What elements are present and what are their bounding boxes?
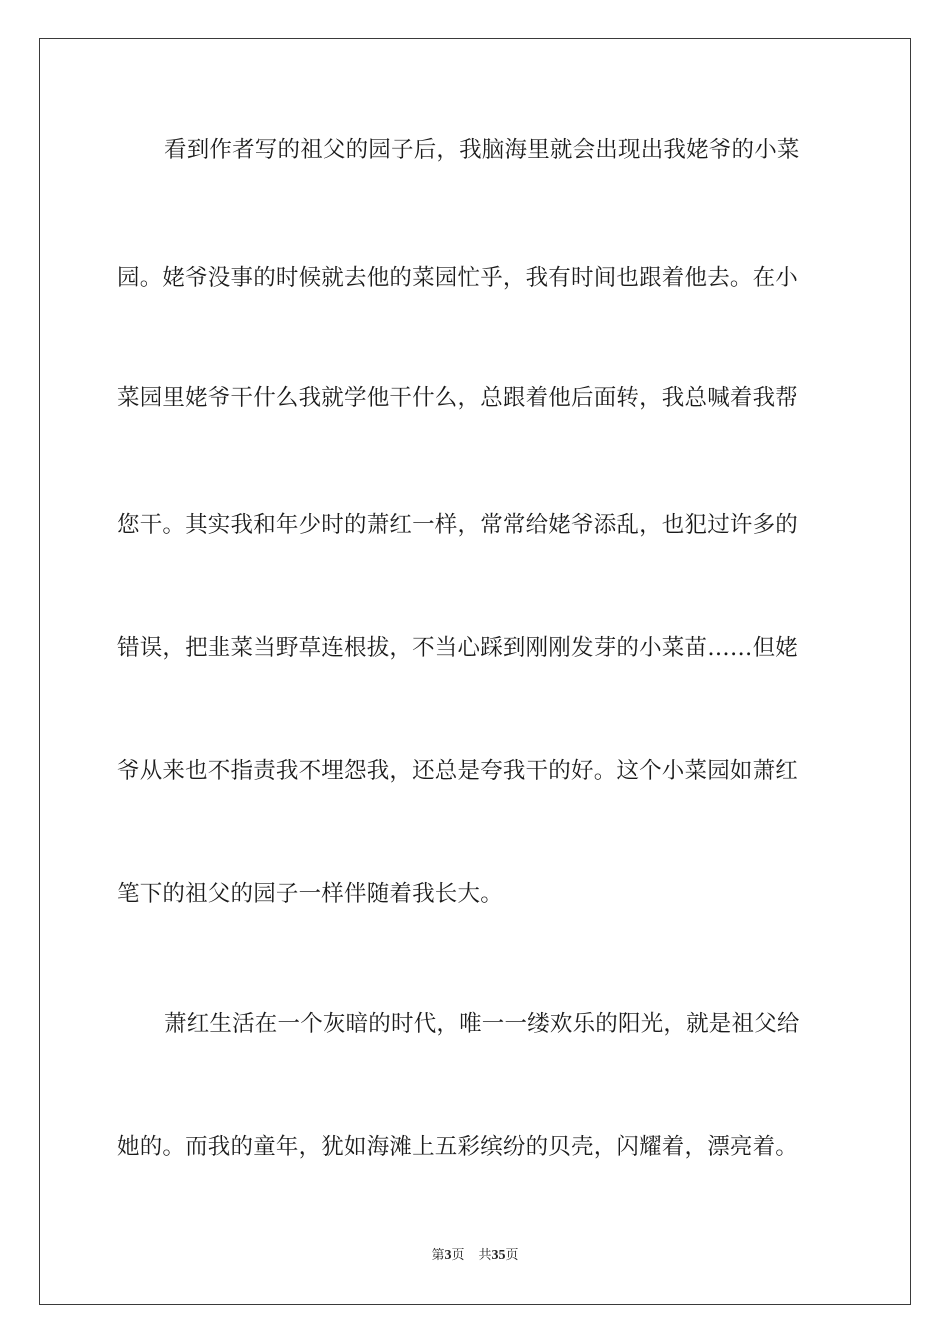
footer-page-prefix: 第 [431,1248,445,1263]
paragraph-2-line-1: 萧红生活在一个灰暗的时代，唯一一缕欢乐的阳光，就是祖父给 [164,1011,800,1037]
footer-total-prefix: 共 [478,1248,492,1263]
paragraph-1-line-6: 爷从来也不指责我不埋怨我，还总是夸我干的好。这个小菜园如萧红 [117,758,799,784]
footer-total-suffix: 页 [505,1248,519,1263]
paragraph-1-line-3: 菜园里姥爷干什么我就学他干什么，总跟着他后面转，我总喊着我帮 [117,385,799,411]
page-border [39,38,911,1305]
paragraph-2-line-2: 她的。而我的童年，犹如海滩上五彩缤纷的贝壳，闪耀着，漂亮着。 [117,1134,799,1160]
paragraph-1-line-7: 笔下的祖父的园子一样伴随着我长大。 [117,881,503,907]
paragraph-1-line-2: 园。姥爷没事的时候就去他的菜园忙乎，我有时间也跟着他去。在小 [117,265,799,291]
paragraph-1-line-4: 您干。其实我和年少时的萧红一样，常常给姥爷添乱，也犯过许多的 [117,512,799,538]
footer-page-suffix: 页 [451,1248,465,1263]
paragraph-1-line-1: 看到作者写的祖父的园子后，我脑海里就会出现出我姥爷的小菜 [164,137,800,163]
page-footer [0,1247,950,1265]
paragraph-1-line-5: 错误，把韭菜当野草连根拔，不当心踩到刚刚发芽的小菜苗……但姥 [117,635,799,661]
footer-total-pages: 35 [491,1248,506,1263]
footer-current-page: 3 [444,1248,452,1263]
